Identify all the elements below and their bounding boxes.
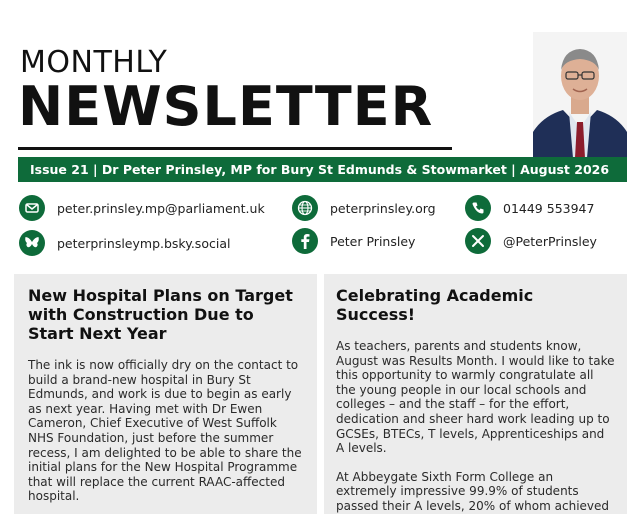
x-icon	[465, 228, 491, 254]
facebook-text[interactable]: Peter Prinsley	[330, 233, 416, 249]
article-academic-body-1: As teachers, parents and students know, August was Results Month. I would like to take this opportunity to warmly congratulate all the young people in our local schools and colleges – and the staff – for the effort, dedication and sheer hard work leading up to GCSEs, BTECs, T levels, Apprenticeships and A levels.	[336, 339, 615, 456]
article-academic-body-2: At Abbeygate Sixth Form College an extremely impressive 99.9% of students passed their A levels, 20% of whom achieved	[336, 469, 610, 513]
contact-phone[interactable]	[465, 195, 594, 221]
article-academic	[324, 274, 627, 514]
contact-x[interactable]	[465, 228, 597, 254]
article-hospital-body: The ink is now officially dry on the contact to build a brand-new hospital in Bury St Edmunds, and work is due to begin as early as next year. Having met with Dr Ewen Cameron, Chief Executive of West Suffolk NHS Foundation, just before the summer recess, I am delighted to be able to share the initial plans for the New Hospital Programme that will replace the current RAAC-affected hospital.	[28, 358, 302, 504]
mp-portrait	[533, 32, 627, 158]
envelope-icon	[19, 195, 45, 221]
butterfly-icon	[19, 230, 45, 256]
article-hospital-title: New Hospital Plans on Target with Construction Due to Start Next Year	[28, 286, 293, 343]
issue-banner: Issue 21 | Dr Peter Prinsley, MP for Bury St Edmunds & Stowmarket | August 2026	[18, 157, 627, 182]
title-newsletter: NEWSLETTER	[18, 75, 434, 138]
contact-bluesky[interactable]	[19, 230, 230, 256]
contact-website[interactable]	[292, 195, 436, 221]
phone-text[interactable]: 01449 553947	[503, 200, 595, 216]
bluesky-text[interactable]: peterprinsleymp.bsky.social	[57, 235, 231, 251]
contact-facebook[interactable]	[292, 228, 415, 254]
globe-icon	[292, 195, 318, 221]
title-monthly: MONTHLY	[20, 45, 168, 80]
article-hospital	[14, 274, 317, 514]
website-text[interactable]: peterprinsley.org	[330, 200, 436, 216]
x-text[interactable]: @PeterPrinsley	[503, 233, 597, 249]
email-text[interactable]: peter.prinsley.mp@parliament.uk	[57, 200, 265, 216]
contact-email[interactable]	[19, 195, 265, 221]
phone-icon	[465, 195, 491, 221]
facebook-icon	[292, 228, 318, 254]
article-academic-title: Celebrating Academic Success!	[336, 286, 534, 324]
title-underline	[18, 147, 452, 150]
